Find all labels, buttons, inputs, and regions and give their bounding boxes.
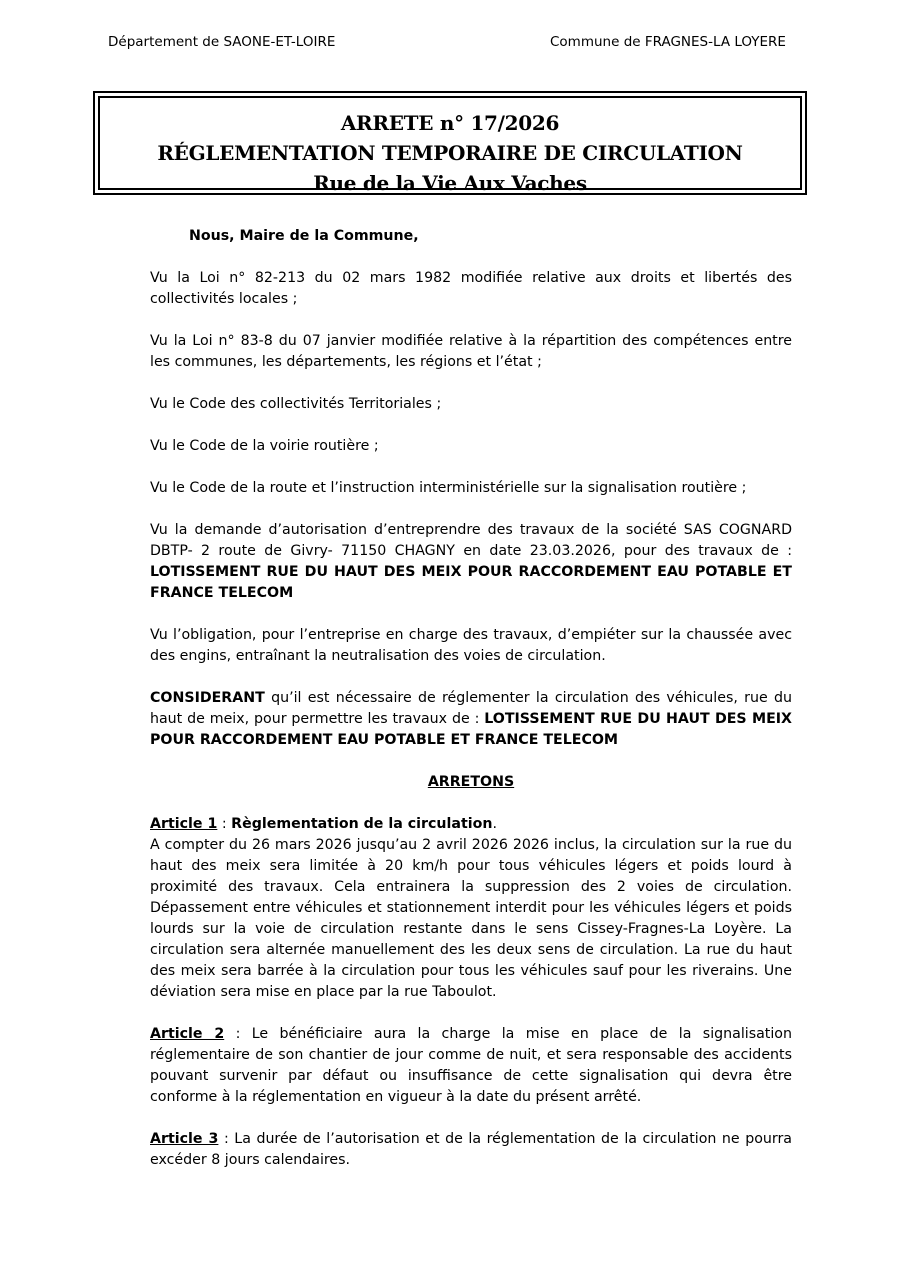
article-1-label: Article 1: [150, 816, 218, 832]
demande-text: Vu la demande d’autorisation d’entreprendre des travaux de la société SAS COGNARD DBTP- 2 route de Givry- 71150 CHAGNY en date 23.03.2026, pour des travaux de :: [150, 522, 792, 559]
considerant-text: qu’il est nécessaire de réglementer la circulation des véhicules, rue du haut de meix, pour permettre les travaux de :: [150, 690, 792, 727]
demande-travaux: LOTISSEMENT RUE DU HAUT DES MEIX POUR RACCORDEMENT EAU POTABLE ET FRANCE TELECOM: [150, 564, 792, 601]
article-1-text: A compter du 26 mars 2026 jusqu’au 2 avril 2026 2026 inclus, la circulation sur la rue du haut des meix sera limitée à 20 km/h pour tous véhicules légers et poids lourd à proximité des travaux. Cela entrainera la suppression des 2 voies de circulation. Dépassement entre véhicules et stationnement interdit pour les véhicules légers et poids lourds sur la voie de circulation restante dans le sens Cissey-Fragnes-La Loyère. La circulation sera alternée manuellement des les deux sens de circulation. La rue du haut des meix sera barrée à la circulation pour tous les véhicules sauf pour les riverains. Une déviation sera mise en place par la rue Taboulot.: [150, 837, 792, 1000]
article-3-label: Article 3: [150, 1131, 219, 1147]
arretons-heading: ARRETONS: [427, 774, 515, 790]
considerant-label: CONSIDERANT: [150, 690, 265, 706]
title-inner: [98, 96, 802, 195]
article-1-dot: .: [492, 816, 497, 832]
title-box: [93, 91, 807, 195]
vu-loi-82: Vu la Loi n° 82-213 du 02 mars 1982 modifiée relative aux droits et libertés des collectivités locales ;: [150, 270, 792, 307]
article-3-text: : La durée de l’autorisation et de la réglementation de la circulation ne pourra excéder 8 jours calendaires.: [150, 1131, 792, 1168]
article-1-sep: :: [217, 816, 232, 832]
intro: Nous, Maire de la Commune,: [189, 228, 419, 244]
arrete-number: ARRETE n° 17/2026: [340, 111, 560, 135]
header-commune: Commune de FRAGNES-LA LOYERE: [550, 34, 786, 50]
document-body: [150, 226, 792, 1192]
vu-obligation: Vu l’obligation, pour l’entreprise en charge des travaux, d’empiéter sur la chaussée avec des engins, entraînant la neutralisation des voies de circulation.: [150, 627, 792, 664]
considerant: [150, 688, 792, 751]
vu-loi-83: Vu la Loi n° 83-8 du 07 janvier modifiée relative à la répartition des compétences entre les communes, les départements, les régions et l’état ;: [150, 333, 792, 370]
vu-code-voirie: Vu le Code de la voirie routière ;: [150, 438, 379, 454]
article-3: [150, 1129, 792, 1171]
vu-demande: [150, 520, 792, 604]
article-2: [150, 1024, 792, 1108]
arrete-subject: RÉGLEMENTATION TEMPORAIRE DE CIRCULATION: [157, 141, 743, 165]
considerant-travaux: LOTISSEMENT RUE DU HAUT DES MEIX POUR RACCORDEMENT EAU POTABLE ET FRANCE TELECOM: [150, 711, 792, 748]
arrete-street: Rue de la Vie Aux Vaches: [313, 171, 587, 195]
article-1: [150, 814, 792, 1003]
article-2-text: : Le bénéficiaire aura la charge la mise en place de la signalisation réglementaire de son chantier de jour comme de nuit, et sera responsable des accidents pouvant survenir par défaut ou insuffisance de cette signalisation qui devra être conforme à la réglementation en vigueur à la date du présent arrêté.: [150, 1026, 792, 1105]
header-departement: Département de SAONE-ET-LOIRE: [108, 34, 336, 50]
vu-code-collectivites: Vu le Code des collectivités Territoriales ;: [150, 396, 442, 412]
article-2-label: Article 2: [150, 1026, 225, 1042]
vu-code-route: Vu le Code de la route et l’instruction interministérielle sur la signalisation routière ;: [150, 480, 747, 496]
article-1-heading: Règlementation de la circulation: [231, 816, 493, 832]
